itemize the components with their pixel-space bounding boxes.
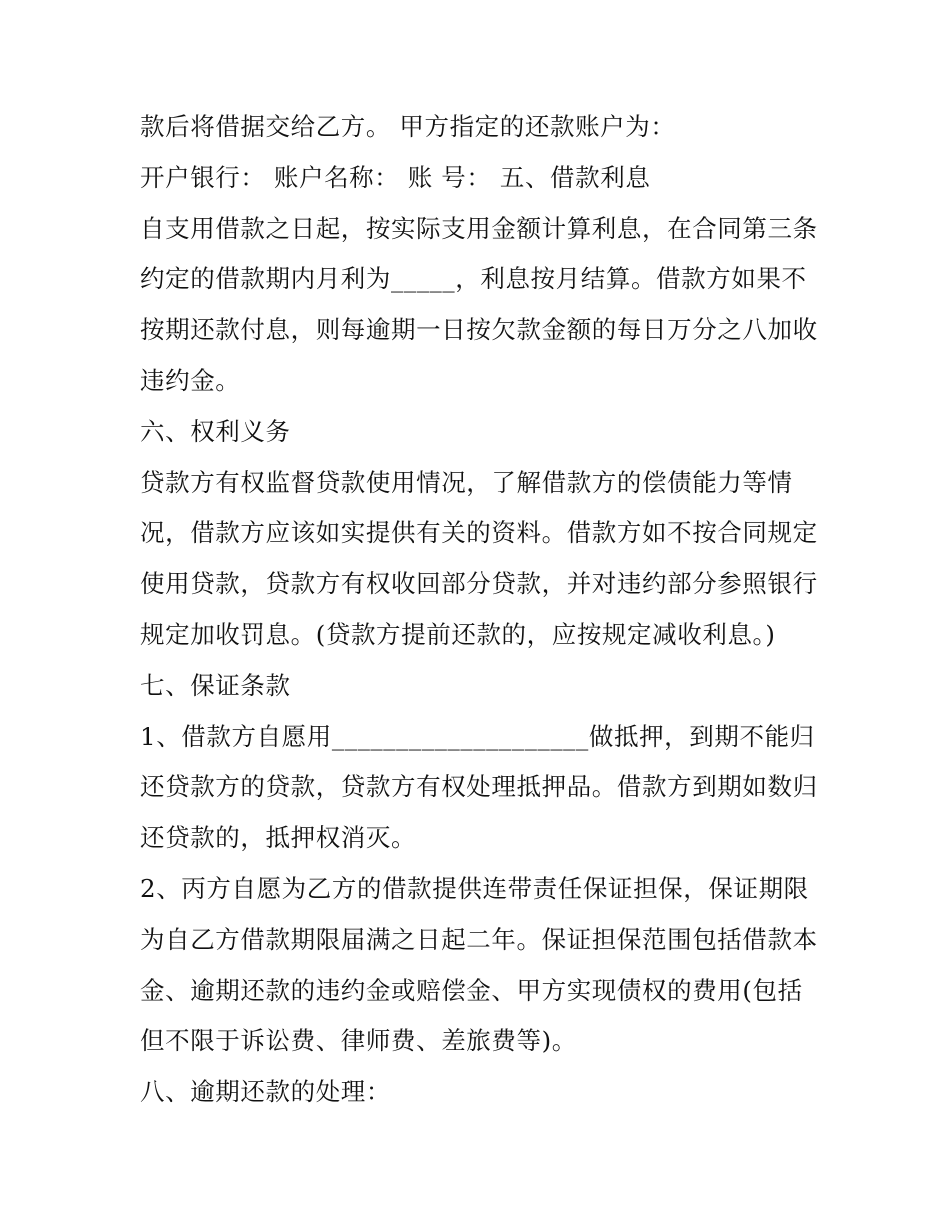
text-line: 违约金。 [140,365,241,395]
text-line: 使用贷款，贷款方有权收回部分贷款，并对违约部分参照银行 [140,569,818,599]
text-line: 还贷款方的贷款，贷款方有权处理抵押品。借款方到期如数归 [140,772,818,802]
text-line: 款后将借据交给乙方。 甲方指定的还款账户为： [140,112,676,141]
text-line: 但不限于诉讼费、律师费、差旅费等)。 [140,1026,577,1056]
text-line: 按期还款付息，则每逾期一日按欠款金额的每日万分之八加收 [140,315,818,345]
text-line: 自支用借款之日起，按实际支用金额计算利息，在合同第三条 [140,213,818,243]
document-page [140,102,840,1118]
text-line: 规定加收罚息。(贷款方提前还款的，应按规定减收利息。) [140,619,776,649]
text-line: 1、借款方自愿用____________________做抵押，到期不能归 [140,721,815,751]
text-line: 约定的借款期内月利为_____，利息按月结算。借款方如果不 [140,264,807,294]
section-heading: 七、保证条款 [140,670,291,700]
section-heading: 六、权利义务 [140,416,291,446]
text-line: 还贷款的，抵押权消灭。 [140,823,417,853]
section-heading: 八、逾期还款的处理： [140,1077,391,1107]
text-line: 金、逾期还款的违约金或赔偿金、甲方实现债权的费用(包括 [140,975,803,1005]
text-line: 况，借款方应该如实提供有关的资料。借款方如不按合同规定 [140,518,818,548]
text-line: 贷款方有权监督贷款使用情况，了解借款方的偿债能力等情 [140,467,793,497]
text-line: 为自乙方借款期限届满之日起二年。保证担保范围包括借款本 [140,924,818,954]
text-line: 2、丙方自愿为乙方的借款提供连带责任保证担保，保证期限 [140,873,809,903]
text-line: 开户银行： 账户名称： 账 号： 五、借款利息 [140,162,651,192]
